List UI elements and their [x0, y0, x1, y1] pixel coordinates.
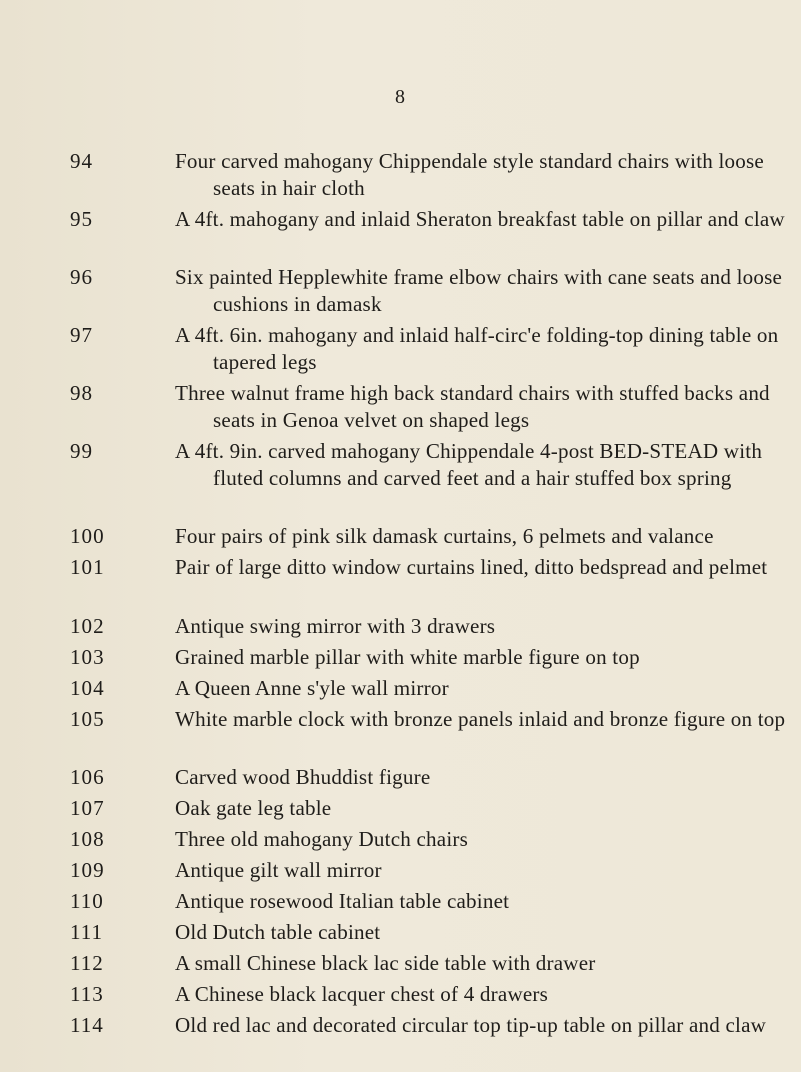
lot-number: 96 — [70, 265, 94, 290]
lot-description: A Chinese black lacquer chest of 4 drawers — [175, 981, 549, 1006]
lot-description: Antique rosewood Italian table cabinet — [175, 888, 510, 913]
lot-number: 99 — [70, 439, 94, 464]
lot-description: Three old mahogany Dutch chairs — [175, 826, 468, 851]
lot-number: 107 — [70, 795, 105, 820]
lot-number: 102 — [70, 613, 105, 638]
lot-description: Four pairs of pink silk damask curtains, 6 pelmets and valance — [175, 524, 714, 549]
lot-description: Six painted Hepplewhite frame elbow chairs with cane seats and loose cushions in damask — [175, 265, 783, 317]
lot-number: 108 — [70, 826, 105, 851]
lot-number: 112 — [70, 950, 104, 975]
lot-description: White marble clock with bronze panels inlaid and bronze figure on top — [175, 706, 786, 731]
lot-description: A Queen Anne s'yle wall mirror — [175, 675, 449, 700]
lot-number: 104 — [70, 675, 105, 700]
lot-number: 106 — [70, 764, 105, 789]
lot-number: 94 — [70, 149, 94, 173]
lot-description: Old red lac and decorated circular top tip-up table on pillar and claw — [175, 1012, 767, 1037]
lot-number: 98 — [70, 381, 94, 406]
lot-number: 97 — [70, 323, 94, 348]
page-number: 8 — [395, 86, 406, 108]
lot-description: Four carved mahogany Chippendale style standard chairs with loose seats in hair cloth — [175, 149, 764, 201]
lot-description: Three walnut frame high back standard chairs with stuffed backs and seats in Genoa velvet on shaped legs — [175, 381, 770, 433]
lot-number: 105 — [70, 706, 105, 731]
lot-description: A 4ft. mahogany and inlaid Sheraton breakfast table on pillar and claw — [175, 207, 785, 232]
lot-description: Oak gate leg table — [175, 795, 332, 820]
lot-description: Carved wood Bhuddist figure — [175, 764, 431, 789]
lot-description: Pair of large ditto window curtains lined, ditto bedspread and pelmet — [175, 555, 768, 580]
lot-number: 110 — [70, 888, 104, 913]
lot-number: 111 — [70, 919, 104, 944]
lot-description: A 4ft. 6in. mahogany and inlaid half-circ'e folding-top dining table on tapered legs — [175, 323, 779, 375]
lot-number: 101 — [70, 555, 105, 580]
lot-description: Antique gilt wall mirror — [175, 857, 382, 882]
lot-number: 109 — [70, 857, 105, 882]
lot-description: Grained marble pillar with white marble figure on top — [175, 644, 640, 669]
lot-number: 113 — [70, 981, 104, 1006]
lot-description: Antique swing mirror with 3 drawers — [175, 613, 496, 638]
lot-number: 95 — [70, 207, 94, 232]
lot-description: A small Chinese black lac side table with drawer — [175, 950, 596, 975]
lot-number: 114 — [70, 1012, 104, 1037]
lot-description: Old Dutch table cabinet — [175, 919, 381, 944]
lot-description: A 4ft. 9in. carved mahogany Chippendale 4-post BED-STEAD with fluted columns and carved feet and a hair stuffed box spring — [175, 439, 763, 491]
lot-number: 103 — [70, 644, 105, 669]
lot-number: 100 — [70, 524, 105, 549]
